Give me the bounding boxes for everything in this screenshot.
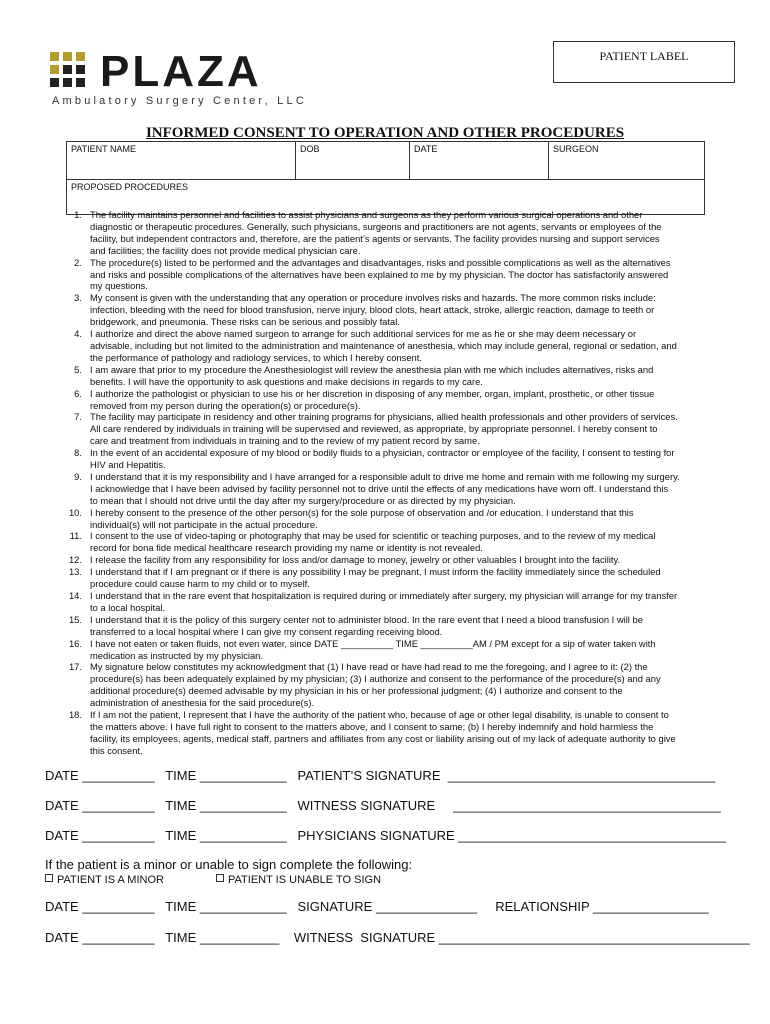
consent-item-number: 11. (69, 530, 82, 542)
consent-item-line: I have not eaten or taken fluids, not even water, since DATE __________ TIME __________AM / PM except for a sip of water taken with (90, 637, 656, 649)
consent-item (52, 590, 708, 614)
consent-item (52, 638, 708, 662)
witness-signature-row[interactable]: DATE __________ TIME ____________ WITNESS SIGNATURE _____________________________________ (45, 798, 721, 813)
consent-item-line: benefits. I will have the opportunity to ask questions and make decisions in regards to my care. (90, 375, 483, 387)
consent-item-number: 3. (74, 292, 82, 304)
consent-item (52, 530, 708, 554)
consent-list (52, 209, 708, 757)
logo-wordmark: PLAZA (100, 47, 262, 96)
consent-item-line: If I am not the patient, I represent that I have the authority of the patient who, because of age or other legal disability, is unable to consent to (90, 709, 669, 721)
consent-item-line: the performance of pathology and radiology services, to which I hereby consent. (90, 351, 422, 363)
consent-item-line: infection, bleeding with the need for blood transfusion, nerve injury, blood clots, heart attack, stroke, allergic reaction, damage to teeth or (90, 304, 655, 316)
consent-item-line: I authorize the pathologist or physician to use his or her discretion in disposing of any member, organ, implant, prosthetic, or other tissue (90, 387, 655, 399)
consent-item-line: I release the facility from any responsibility for loss and/or damage to money, jewelry or other valuables I brought into the facility. (90, 554, 621, 566)
consent-item-number: 13. (68, 566, 82, 578)
guardian-witness-row[interactable]: DATE __________ TIME ___________ WITNESS SIGNATURE ___________________________________________ (45, 930, 750, 945)
option-unable[interactable] (216, 874, 381, 886)
consent-item (52, 614, 708, 638)
consent-item (52, 388, 708, 412)
surgeon-label: SURGEON (553, 144, 599, 154)
consent-item-line: and facilities; the facility does not provide medical physician care. (90, 244, 361, 256)
page-title: INFORMED CONSENT TO OPERATION AND OTHER PROCEDURES (145, 125, 625, 141)
consent-item-line: I understand that if I am pregnant or if there is any possibility I may be pregnant, I must inform the facility immediately since the scheduled (90, 566, 661, 578)
consent-item-line: the matters above. I have full right to consent to the matters above, and I consent to same; (b) I hereby indemnify and hold harmless the (90, 720, 654, 732)
consent-item-number: 6. (74, 387, 82, 399)
consent-item-line: removed from my person during the operation(s) or procedure(s). (90, 399, 361, 411)
consent-item-number: 7. (74, 411, 82, 423)
date-label: DATE (414, 144, 438, 154)
dob-field[interactable] (296, 142, 410, 180)
consent-item-line: My consent is given with the understanding that any operation or procedure involves risks and hazards. The more common risks include: (90, 292, 656, 304)
minor-heading: If the patient is a minor or unable to sign complete the following: (45, 857, 413, 872)
patient-name-field[interactable] (67, 142, 296, 180)
logo-dot (76, 78, 85, 87)
consent-item (52, 709, 708, 757)
consent-item (52, 566, 708, 590)
consent-item-line: I understand that it is my responsibility and I have arranged for a responsible adult to drive me home and remain with me following my surgery. (90, 470, 680, 482)
consent-item-line: this consent. (90, 744, 143, 756)
consent-item-number: 8. (74, 447, 82, 459)
consent-item-line: procedure(s) has been adequately explained by my physician; (3) I authorize and consent to the performance of the procedure(s) and any (90, 673, 661, 685)
consent-item-line: facility, its employees, agents, medical staff, partners and affiliates from any cost or liability arising out of my lack of adequate authority to give (90, 732, 676, 744)
proposed-procedures-label: PROPOSED PROCEDURES (71, 182, 189, 192)
checkbox-icon[interactable] (216, 874, 224, 882)
consent-item-number: 4. (74, 328, 82, 340)
consent-item-line: I acknowledge that I have been advised by facility personnel not to drive until the effects of any medications have worn off. I understand this (90, 482, 669, 494)
physician-signature-row[interactable]: DATE __________ TIME ____________ PHYSICIANS SIGNATURE _____________________________________ (45, 828, 726, 843)
consent-item-line: to a local hospital. (90, 601, 166, 613)
logo-dot (50, 52, 59, 61)
consent-item-number: 5. (74, 363, 82, 375)
consent-item-line: I am aware that prior to my procedure the Anesthesiologist will review the anesthesia plan with me which includes alternatives, risks and (90, 363, 654, 375)
consent-item-number: 15. (68, 613, 82, 625)
patient-info-table (66, 141, 705, 215)
consent-item-number: 16. (68, 637, 82, 649)
consent-item-line: medication as instructed by my physician. (90, 649, 263, 661)
logo-dot (50, 78, 59, 87)
option-minor-label: PATIENT IS A MINOR (57, 874, 164, 886)
consent-item-line: My signature below constitutes my acknowledgment that (1) I have read or have had read to me the foregoing, and I agree to it: (2) the (90, 661, 648, 673)
consent-item (52, 257, 708, 293)
consent-item-line: I understand that in the rare event that hospitalization is required during or immediately after surgery, my physician will arrange for my transfer (90, 590, 678, 601)
consent-item-line: procedure could cause harm to my child or to myself. (90, 578, 310, 590)
consent-item-number: 12. (68, 554, 82, 566)
consent-item-line: my questions. (90, 280, 148, 292)
consent-item-line: additional procedure(s) deemed advisable by my physician in his or her professional judgment; (4) I authorize and consent to the (90, 685, 623, 697)
patient-name-label: PATIENT NAME (71, 144, 137, 154)
option-unable-label: PATIENT IS UNABLE TO SIGN (228, 874, 382, 886)
consent-item-number: 14. (68, 590, 82, 601)
consent-item (52, 209, 708, 257)
logo-dot (76, 52, 85, 61)
consent-item-line: In the event of an accidental exposure of my blood or bodily fluids to a physician, contractor or employee of the facility, I consent to testing for (90, 447, 675, 459)
dob-label: DOB (300, 144, 320, 154)
consent-item-line: I hereby consent to the presence of the other person(s) for the sole purpose of observation and /or education. I understand that this (90, 506, 634, 518)
surgeon-field[interactable] (549, 142, 705, 180)
consent-item-number: 10. (68, 506, 82, 518)
consent-item-line: I authorize and direct the above named surgeon to arrange for such additional services for me as he or she may deem necessary or (90, 328, 637, 340)
consent-item (52, 328, 708, 364)
consent-item (52, 554, 708, 566)
checkbox-icon[interactable] (45, 874, 53, 882)
logo-dot (63, 52, 72, 61)
consent-item-number: 17. (68, 661, 82, 673)
consent-item-line: record for bona fide medical healthcare research providing my name or identity is not revealed. (90, 542, 483, 554)
logo-dot (63, 78, 72, 87)
consent-item-number: 9. (74, 470, 82, 482)
consent-item-number: 18. (68, 709, 82, 721)
consent-item (52, 507, 708, 531)
consent-item-line: to mean that I should not drive until the day after my surgery/procedure or as directed by my physician. (90, 494, 516, 506)
logo-dot (76, 65, 85, 74)
consent-item-line: I understand that it is the policy of this surgery center not to administer blood. In the rare event that I need a blood transfusion I will be (90, 613, 643, 625)
consent-item (52, 471, 708, 507)
consent-item-line: I consent to the use of video-taping or photography that may be used for scientific or teaching purposes, and to the review of my medical (90, 530, 656, 542)
consent-item-line: HIV and Hepatitis. (90, 459, 166, 471)
consent-item-line: The facility maintains personnel and facilities to assist physicians and surgeons as they perform various surgical operations and other (90, 209, 643, 220)
logo-mark (50, 52, 94, 92)
consent-item (52, 447, 708, 471)
consent-item (52, 292, 708, 328)
logo-subtitle: Ambulatory Surgery Center, LLC (52, 95, 307, 107)
consent-item-line: transferred to a local hospital where I can give my consent regarding receiving blood. (90, 625, 443, 637)
guardian-signature-row[interactable]: DATE __________ TIME ____________ SIGNATURE ______________ RELATIONSHIP ________________ (45, 899, 709, 914)
consent-item-number: 2. (74, 256, 82, 268)
consent-item-line: administration of anesthesia for the said procedure(s). (90, 697, 315, 709)
consent-item-line: bridgework, and pneumonia. These risks can be serious and possibly fatal. (90, 316, 400, 328)
patient-signature-row[interactable]: DATE __________ TIME ____________ PATIENT’S SIGNATURE _____________________________________ (45, 768, 716, 783)
logo-dot (63, 65, 72, 74)
consent-item-line: care and treatment from individuals in training and to the review of my patient record by same. (90, 435, 480, 447)
patient-label-box: PATIENT LABEL (553, 41, 735, 83)
consent-item-line: All care rendered by individuals in training will be supervised and reviewed, as appropriate, by appropriate personnel. I hereby consent to (90, 423, 658, 435)
consent-item-line: The procedure(s) listed to be performed and the advantages and disadvantages, risks and possible complications as well as the alternatives (90, 256, 671, 268)
consent-item-line: The facility may participate in residency and other training programs for physicians, allied health professionals and other providers of services. (90, 411, 678, 423)
logo-dot (50, 65, 59, 74)
consent-item (52, 661, 708, 709)
consent-item-line: and risks and possible complications of the alternatives have been explained to me by my physician. The doctor has satisfactorily answered (90, 268, 669, 280)
date-field[interactable] (410, 142, 549, 180)
consent-item-line: facility, but independent contractors and, therefore, are the patient’s agents or servants. The facility provides nursing and support services (90, 232, 660, 244)
option-minor[interactable] (45, 874, 164, 886)
consent-item (52, 364, 708, 388)
consent-item-number: 1. (74, 209, 82, 220)
consent-item (52, 411, 708, 447)
consent-item-line: diagnostic or therapeutic procedures. Generally, such physicians, surgeons and practitioners are not agents, servants or employees of the (90, 220, 662, 232)
consent-item-line: advisable, including but not limited to the administration and maintenance of anesthesia, which may include general, regional or sedation, and (90, 339, 677, 351)
consent-item-line: individual(s) will not participate in the actual procedure. (90, 518, 318, 530)
